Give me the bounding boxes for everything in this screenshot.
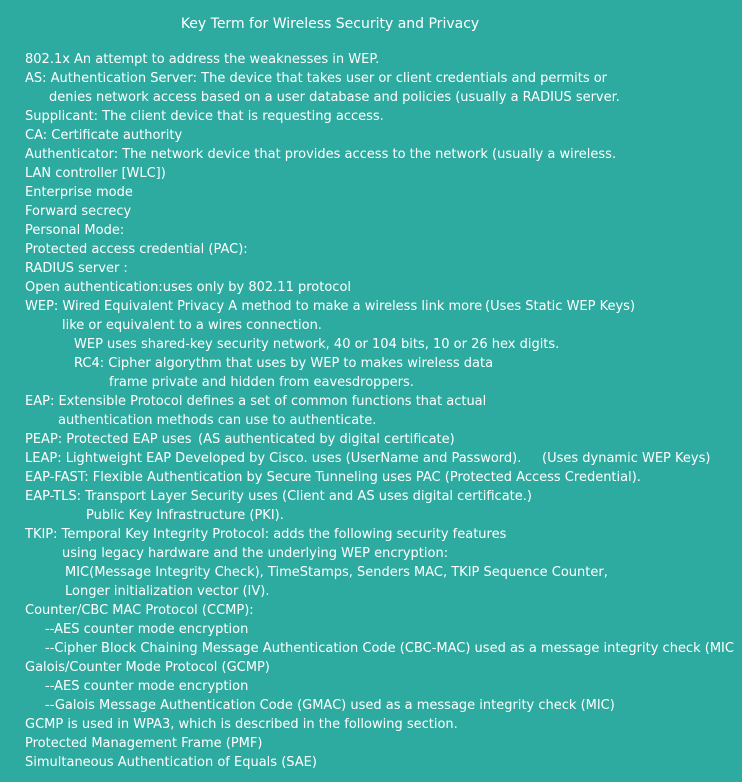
- term-line: Authenticator: The network device that provides access to the network (usually a wireless.: [25, 147, 617, 162]
- term-line: Public Key Infrastructure (PKI).: [86, 508, 284, 523]
- term-line: EAP-FAST: Flexible Authentication by Secure Tunneling uses PAC (Protected Access Credential).: [25, 470, 641, 485]
- term-text: WEP: Wired Equivalent Privacy A method to make a wireless link more: [25, 299, 483, 314]
- term-line: authentication methods can use to authenticate.: [58, 413, 377, 428]
- page-title: Key Term for Wireless Security and Privacy: [180, 16, 480, 32]
- annotation-eap-tls: (Client and AS uses digital certificate.): [282, 489, 532, 504]
- term-line: Longer initialization vector (IV).: [65, 584, 270, 599]
- term-line: --AES counter mode encryption: [45, 679, 249, 694]
- term-line: --Galois Message Authentication Code (GMAC) used as a message integrity check (MIC): [45, 698, 615, 713]
- term-line: WEP uses shared-key security network, 40 or 104 bits, 10 or 26 hex digits.: [74, 337, 560, 352]
- annotation-wep: (Uses Static WEP Keys): [485, 299, 636, 314]
- term-line: TKIP: Temporal Key Integrity Protocol: adds the following security features: [25, 527, 507, 542]
- term-line: GCMP is used in WPA3, which is described in the following section.: [25, 717, 458, 732]
- term-line: frame private and hidden from eavesdroppers.: [109, 375, 414, 390]
- term-line: CA: Certificate authority: [25, 128, 183, 143]
- term-line: denies network access based on a user database and policies (usually a RADIUS server.: [49, 90, 620, 105]
- term-line-eap-tls: [25, 487, 742, 506]
- term-line: Galois/Counter Mode Protocol (GCMP): [25, 660, 270, 675]
- term-line: using legacy hardware and the underlying WEP encryption:: [62, 546, 449, 561]
- term-line: --AES counter mode encryption: [45, 622, 249, 637]
- term-line-open-auth: [25, 278, 742, 297]
- term-line: Forward secrecy: [25, 204, 132, 219]
- terms-list: [25, 50, 742, 772]
- term-text: EAP-TLS: Transport Layer Security uses: [25, 489, 278, 504]
- term-line-leap: [25, 449, 742, 468]
- term-text: LEAP: Lightweight EAP Developed by Cisco. uses (UserName and Password).: [25, 451, 522, 466]
- term-line: Personal Mode:: [25, 223, 125, 238]
- term-line: Enterprise mode: [25, 185, 133, 200]
- term-line: RC4: Cipher algorythm that uses by WEP to makes wireless data: [74, 356, 494, 371]
- term-line: --Cipher Block Chaining Message Authentication Code (CBC-MAC) used as a message integrity check (MIC: [45, 641, 734, 656]
- annotation-open-auth: :uses only by 802.11 protocol: [158, 280, 352, 295]
- term-line-wep: [25, 297, 742, 316]
- term-line: RADIUS server :: [25, 261, 128, 276]
- term-line: 802.1x An attempt to address the weaknesses in WEP.: [25, 52, 380, 67]
- term-line: MIC(Message Integrity Check), TimeStamps, Senders MAC, TKIP Sequence Counter,: [65, 565, 608, 580]
- term-line: Simultaneous Authentication of Equals (SAE): [25, 755, 317, 770]
- term-line: AS: Authentication Server: The device that takes user or client credentials and permits or: [25, 71, 608, 86]
- term-line-peap: [25, 430, 742, 449]
- term-line: Supplicant: The client device that is requesting access.: [25, 109, 384, 124]
- annotation-leap: (Uses dynamic WEP Keys): [542, 451, 711, 466]
- term-line: Protected Management Frame (PMF): [25, 736, 263, 751]
- term-line: LAN controller [WLC]): [25, 166, 166, 181]
- term-line: Counter/CBC MAC Protocol (CCMP):: [25, 603, 254, 618]
- annotation-peap: (AS authenticated by digital certificate): [198, 432, 455, 447]
- term-line: like or equivalent to a wires connection.: [62, 318, 322, 333]
- term-text: PEAP: Protected EAP uses: [25, 432, 192, 447]
- term-text: Open authentication: [25, 280, 159, 295]
- term-line: Protected access credential (PAC):: [25, 242, 248, 257]
- term-line: EAP: Extensible Protocol defines a set of common functions that actual: [25, 394, 487, 409]
